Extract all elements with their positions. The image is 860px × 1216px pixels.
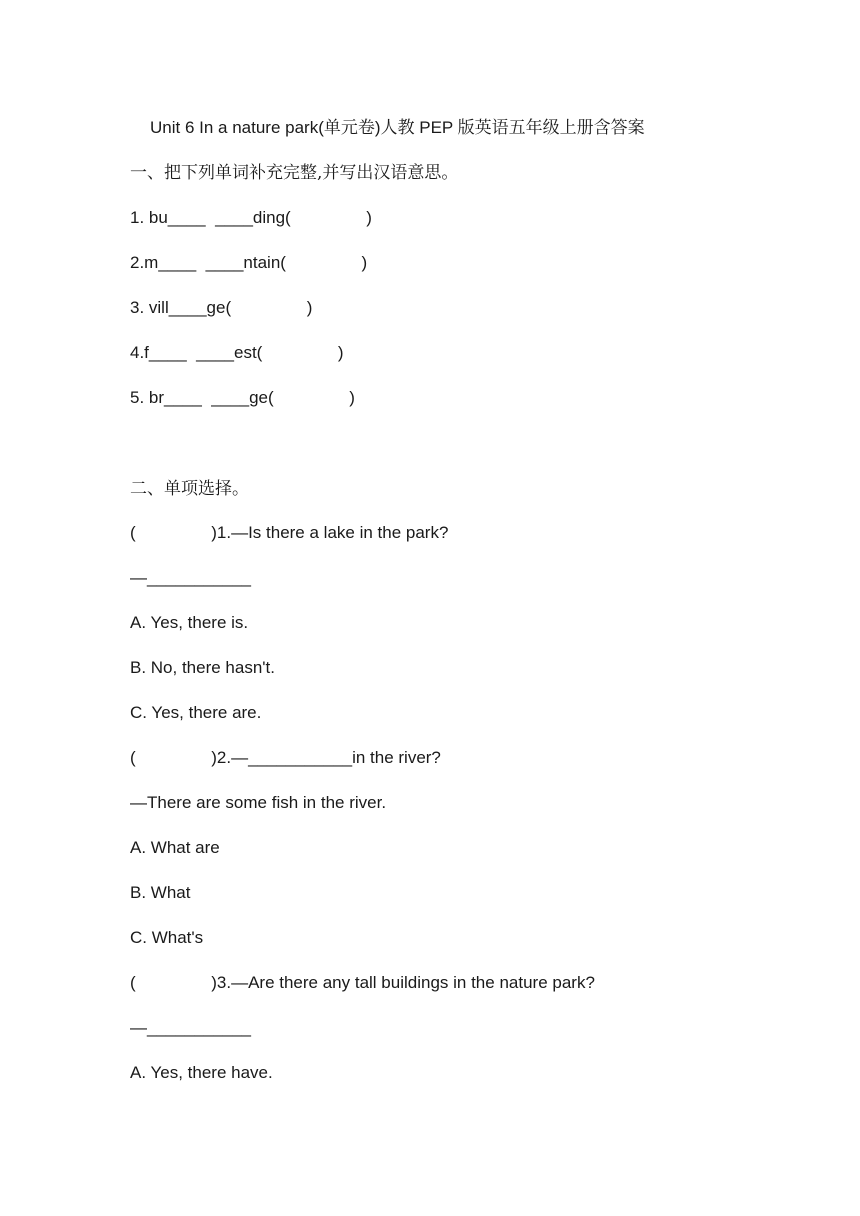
document-title: Unit 6 In a nature park(单元卷)人教 PEP 版英语五年级上册含答案 xyxy=(150,118,645,137)
question-1: ( )1.—Is there a lake in the park? xyxy=(130,523,449,542)
question-2-option-c: C. What's xyxy=(130,928,204,947)
section1-item-4: 4.f____ ____est( ) xyxy=(130,343,344,362)
question-3-answer-blank: —___________ xyxy=(130,1018,252,1037)
question-1-option-a: A. Yes, there is. xyxy=(130,613,249,632)
question-3-option-a: A. Yes, there have. xyxy=(130,1063,273,1082)
question-2: ( )2.—___________in the river? xyxy=(130,748,441,767)
question-1-option-c: C. Yes, there are. xyxy=(130,703,262,722)
section1-item-2: 2.m____ ____ntain( ) xyxy=(130,253,368,272)
section1-heading: 一、把下列单词补充完整,并写出汉语意思。 xyxy=(130,163,459,183)
section1-item-3: 3. vill____ge( ) xyxy=(130,298,313,317)
section1-item-1: 1. bu____ ____ding( ) xyxy=(130,208,372,227)
question-2-option-a: A. What are xyxy=(130,838,220,857)
section2-heading: 二、单项选择。 xyxy=(130,479,249,499)
question-1-option-b: B. No, there hasn't. xyxy=(130,658,275,677)
question-2-option-b: B. What xyxy=(130,883,191,902)
question-1-answer-blank: —___________ xyxy=(130,568,252,587)
section1-item-5: 5. br____ ____ge( ) xyxy=(130,388,355,407)
question-3: ( )3.—Are there any tall buildings in the nature park? xyxy=(130,973,595,992)
question-2-response: —There are some fish in the river. xyxy=(130,793,387,812)
